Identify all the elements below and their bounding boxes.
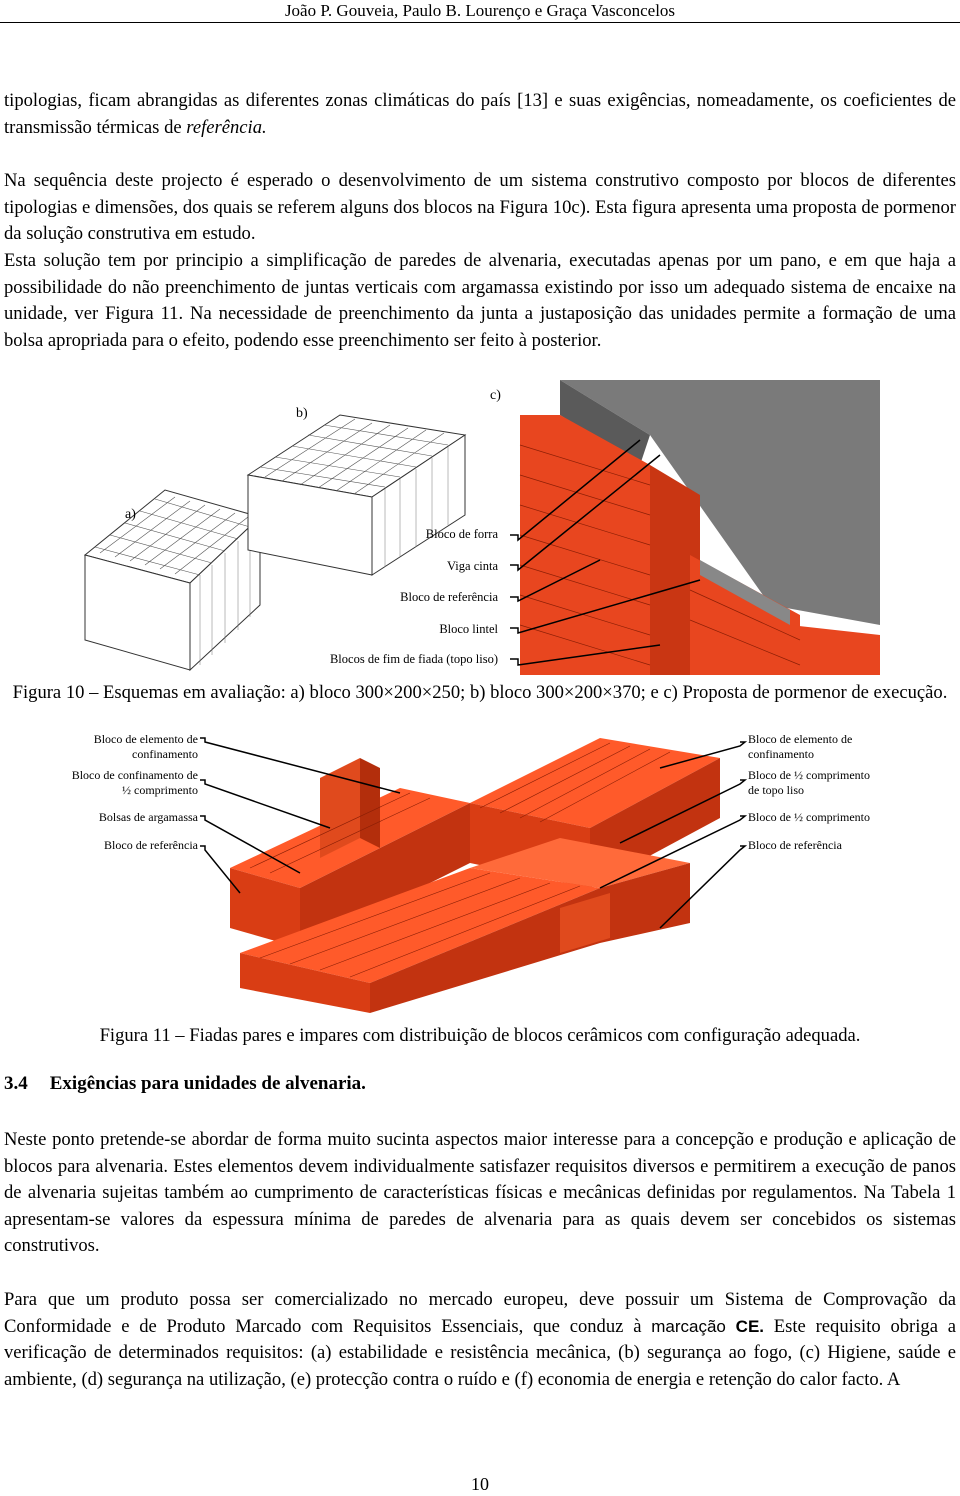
fig11-label-left-3: Bolsas de argamassa (98, 810, 198, 824)
section-heading (4, 1073, 366, 1095)
paragraph-5-text-after: Este requisito obriga a verificação de determinados requisitos: (a) estabilidade e resistência mecânica, (b) segurança ao fogo, (c) Higiene, saúde e ambiente, (d) segurança na utilização, (e) protecção contra o ruído e (f) economia de energia e retenção do calor facto. A (4, 1315, 956, 1390)
callout-bloco-lintel: Bloco lintel (439, 622, 498, 636)
paragraph-2-text: Na sequência deste projecto é esperado o desenvolvimento de um sistema construtivo composto por blocos de diferentes tipologias e dimensões, dos quais se referem alguns dos blocos na Figura 10c). Esta figura apresenta uma proposta de pormenor da solução construtiva em estudo. (4, 170, 956, 244)
fig11-label-right-2: Bloco de ½ comprimento de topo liso (748, 768, 870, 797)
callout-blocos-fim-de-fiada: Blocos de fim de fiada (topo liso) (329, 652, 498, 666)
paragraph-3-text: Esta solução tem por principio a simplificação de paredes de alvenaria, executadas apenas por um pano, e em que haja a possibilidade do não preenchimento de juntas verticais com argamassa existindo por isso um adequado sistema de encaixe na unidade, ver Figura 11. Na necessidade de preenchimento da junta a justaposição das unidades permite a formação de uma bolsa apropriada para o efeito, podendo esse preenchimento ser feito à posterior. (4, 250, 956, 351)
ce-mark: CE. (735, 1316, 765, 1336)
paragraph-5-text-before: Para que um produto possa ser comercializado no mercado europeu, deve possuir um Sistema de Comprovação da Conformidade e de Produto Marcado com Requisitos Essenciais, que conduz à (4, 1289, 956, 1337)
fig11-label-left-1: Bloco de elemento de confinamento (93, 732, 198, 761)
section-number: 3.4 (4, 1073, 28, 1094)
figure-11-caption: Figura 11 – Fiadas pares e impares com distribuição de blocos cerâmicos com configuração adequada. (99, 1025, 861, 1046)
callout-bloco-de-forra: Bloco de forra (425, 527, 498, 541)
block-b-illustration (248, 415, 465, 575)
paragraph-5 (4, 1287, 956, 1393)
marcacao-word: marcação (651, 1316, 726, 1336)
paragraph-2 (4, 168, 956, 248)
label-c: c) (490, 388, 501, 403)
block-a-illustration (85, 490, 260, 670)
page-number: 10 (471, 1474, 489, 1494)
paragraph-3 (4, 248, 956, 354)
figure-10 (0, 375, 960, 680)
paragraph-4 (4, 1127, 956, 1260)
figure-10-caption: Figura 10 – Esquemas em avaliação: a) bloco 300×200×250; b) bloco 300×200×370; e c) Proposta de pormenor de execução. (12, 682, 948, 703)
header-authors: João P. Gouveia, Paulo B. Lourenço e Graça Vasconcelos (284, 1, 676, 20)
fig11-label-left-4: Bloco de referência (104, 838, 198, 852)
fig11-label-right-1: Bloco de elemento de confinamento (748, 732, 853, 761)
paragraph-4-text: Neste ponto pretende-se abordar de forma muito sucinta aspectos maior interesse para a concepção e produção e aplicação de blocos para alvenaria. Estes elementos devem individualmente satisfazer requisitos diversos e permitirem a execução de panos de alvenaria sujeitas também ao cumprimento de características físicas e mecânicas definidas por regulamentos. Na Tabela 1 apresentam-se valores da espessura mínima de paredes de alvenaria para as quais devem ser concebidos os sistemas construtivos. (4, 1129, 956, 1256)
label-a: a) (125, 507, 136, 522)
fig11-label-right-4: Bloco de referência (748, 838, 842, 852)
paragraph-1-emphasis: referência. (186, 116, 267, 138)
paragraph-1-text: tipologias, ficam abrangidas as diferentes zonas climáticas do país [13] e suas exigências, nomeadamente, os coeficientes de transmissão térmicas de (4, 90, 956, 138)
label-b: b) (296, 406, 308, 421)
running-header (0, 0, 960, 23)
paragraph-1 (4, 88, 956, 141)
wall-course-illustration (230, 738, 720, 1013)
figure-11 (0, 728, 960, 1018)
fig11-label-left-2: Bloco de confinamento de ½ comprimento (71, 768, 198, 797)
section-title: Exigências para unidades de alvenaria. (49, 1073, 366, 1094)
panel-c-illustration (520, 380, 880, 675)
callout-bloco-de-referencia: Bloco de referência (400, 590, 498, 604)
callout-viga-cinta: Viga cinta (447, 559, 498, 573)
fig11-label-right-3: Bloco de ½ comprimento (748, 810, 870, 824)
